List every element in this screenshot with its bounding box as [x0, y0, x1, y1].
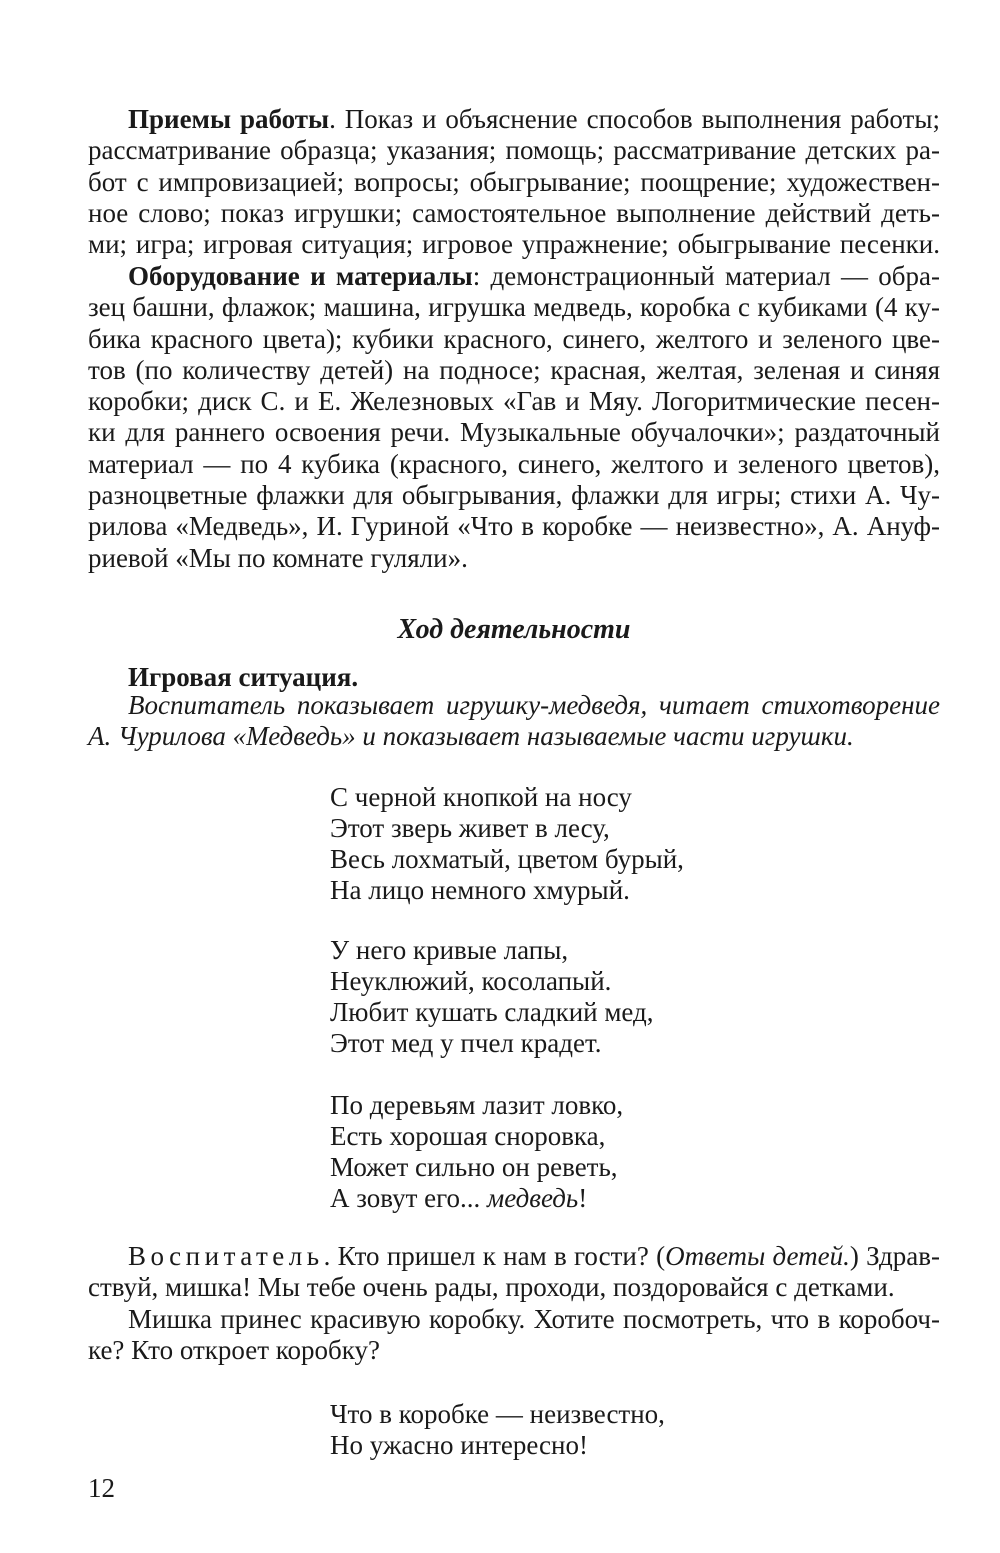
stage-direction-line-1: Воспитатель показывает игрушку-медведя, читает стихотворение — [128, 690, 940, 720]
equipment-line-6: ки для раннего освоения речи. Музыкальные обучалочки»; раздаточный — [88, 417, 940, 448]
poem-line: С черной кнопкой на носу — [330, 782, 632, 812]
methods-paragraph — [88, 104, 940, 260]
section-heading: Ход деятельности — [397, 614, 631, 645]
equipment-line-2: зец башни, флажок; машина, игрушка медведь, коробка с кубиками (4 ку- — [88, 292, 940, 323]
equipment-line-4: тов (по количеству детей) на подносе; красная, желтая, зеленая и синяя — [88, 354, 940, 385]
methods-line-5: ми; игра; игровая ситуация; игровое упражнение; обыгрывание песенки. — [88, 229, 940, 260]
speaker-name: Воспитатель — [128, 1241, 324, 1271]
poem-line: На лицо немного хмурый. — [330, 875, 630, 905]
poem-line: Что в коробке — неизвестно, — [330, 1399, 665, 1429]
dialog-block — [88, 1241, 940, 1366]
methods-line-1: Приемы работы. Показ и объяснение способов выполнения работы; — [128, 104, 941, 134]
dialog-line-3: Мишка принес красивую коробку. Хотите посмотреть, что в коробоч- — [128, 1303, 940, 1334]
methods-line-4: ное слово; показ игрушки; самостоятельное выполнение действий деть- — [88, 197, 940, 228]
poem-line: Этот мед у пчел крадет. — [330, 1028, 602, 1058]
poem-line: По деревьям лазит ловко, — [330, 1090, 624, 1120]
equipment-line-7: материал — по 4 кубика (красного, синего, желтого и зеленого цветов), — [88, 448, 940, 479]
poem-stanza-1 — [330, 782, 684, 906]
dialog-line-2: ствуй, мишка! Мы тебе очень рады, проходи, поздоровайся с детками. — [88, 1272, 895, 1303]
equipment-line-3: бика красного цвета); кубики красного, синего, желтого и зеленого цве- — [88, 323, 940, 354]
poem-line: Но ужасно интересно! — [330, 1430, 588, 1460]
equipment-line-8: разноцветные флажки для обыгрывания, флажки для игры; стихи А. Чу- — [88, 480, 940, 511]
methods-label: Приемы работы — [128, 104, 330, 134]
poem-line: А зовут его... медведь! — [330, 1183, 588, 1213]
poem-stanza-2 — [330, 935, 654, 1059]
equipment-line-1: Оборудование и материалы: демонстрационный материал — обра- — [128, 261, 940, 291]
methods-line-2: рассматривание образца; указания; помощь; рассматривание детских ра- — [88, 135, 940, 166]
poem-stanza-3 — [330, 1090, 623, 1214]
equipment-line-5: коробки; диск С. и Е. Железновых «Гав и Мяу. Логоритмические песен- — [88, 386, 940, 417]
poem-line: Неуклюжий, косолапый. — [330, 966, 612, 996]
equipment-line-9: рилова «Медведь», И. Гуриной «Что в коробке — неизвестно», А. Ануф- — [88, 511, 940, 542]
poem-box — [330, 1399, 665, 1461]
equipment-paragraph — [88, 261, 940, 574]
poem-line: У него кривые лапы, — [330, 935, 569, 965]
poem-line: Этот зверь живет в лесу, — [330, 813, 610, 843]
methods-line-3: бот с импровизацией; вопросы; обыгрывание; поощрение; художествен- — [88, 166, 940, 197]
dialog-line-4: ке? Кто откроет коробку? — [88, 1334, 380, 1365]
poem-line: Любит кушать сладкий мед, — [330, 997, 654, 1027]
stage-direction-line-2: А. Чурилова «Медведь» и показывает называемые части игрушки. — [88, 721, 854, 752]
page-number: 12 — [88, 1473, 115, 1503]
poem-line: Есть хорошая сноровка, — [330, 1121, 606, 1151]
stage-direction — [88, 690, 940, 753]
poem-line: Весь лохматый, цветом бурый, — [330, 844, 684, 874]
equipment-line-10: риевой «Мы по комнате гуляли». — [88, 542, 468, 573]
subheading: Игровая ситуация. — [128, 662, 359, 692]
poem-line: Может сильно он реветь, — [330, 1152, 618, 1182]
equipment-label: Оборудование и материалы — [128, 261, 473, 291]
poem-emphasis: медведь — [487, 1183, 579, 1213]
dialog-line-1: Воспитатель. Кто пришел к нам в гости? (Ответы детей.) Здрав- — [128, 1241, 940, 1271]
